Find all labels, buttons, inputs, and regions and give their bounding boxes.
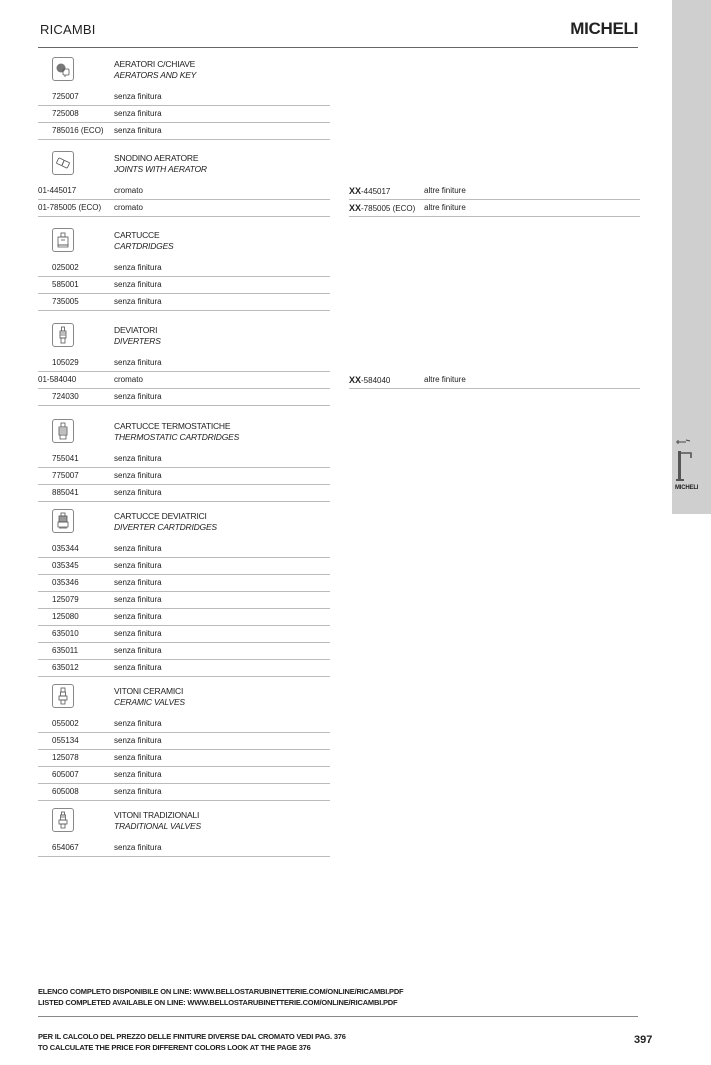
part-finish: senza finitura xyxy=(114,541,330,558)
thermostatic-cartridge-icon xyxy=(52,419,74,443)
part-code: 605008 xyxy=(52,787,79,796)
table-row xyxy=(38,784,638,801)
brand-logo: MICHELI xyxy=(570,19,638,38)
alt-part-code xyxy=(349,200,424,217)
part-finish: cromato xyxy=(114,200,330,217)
table-row xyxy=(38,451,638,468)
price-note-it: PER IL CALCOLO DEL PREZZO DELLE FINITURE DIVERSE DAL CROMATO VEDI PAG. 376 xyxy=(38,1032,346,1041)
table-row xyxy=(38,592,638,609)
table-row xyxy=(38,840,638,857)
section-title-en: DIVERTERS xyxy=(114,336,161,346)
section-title xyxy=(114,153,207,175)
parts-section xyxy=(38,57,638,140)
part-code: 885041 xyxy=(52,488,79,497)
part-finish: senza finitura xyxy=(114,277,330,294)
table-row xyxy=(38,609,638,626)
table-row xyxy=(38,294,638,311)
table-row xyxy=(38,733,638,750)
section-title xyxy=(114,686,185,708)
parts-section xyxy=(38,419,638,502)
part-code: 125078 xyxy=(52,753,79,762)
part-code: 025002 xyxy=(52,263,79,272)
part-code: 735005 xyxy=(52,297,79,306)
price-note xyxy=(38,1031,346,1053)
table-row xyxy=(38,558,638,575)
section-title-it: VITONI CERAMICI xyxy=(114,686,184,696)
part-finish: senza finitura xyxy=(114,767,330,784)
part-finish: senza finitura xyxy=(114,575,330,592)
part-code: 775007 xyxy=(52,471,79,480)
part-code: 605007 xyxy=(52,770,79,779)
part-code: 724030 xyxy=(52,392,79,401)
part-code: 125079 xyxy=(52,595,79,604)
page-title: RICAMBI xyxy=(40,22,96,37)
parts-section xyxy=(38,228,638,311)
section-title-it: DEVIATORI xyxy=(114,325,158,335)
section-header xyxy=(38,151,638,183)
online-note-it: ELENCO COMPLETO DISPONIBILE ON LINE: WWW.BELLOSTARUBINETTERIE.COM/ONLINE/RICAMBI.PDF xyxy=(38,987,404,996)
section-title xyxy=(114,810,201,832)
alt-part-finish: altre finiture xyxy=(424,183,640,200)
table-row xyxy=(38,767,638,784)
section-title-en: TRADITIONAL VALVES xyxy=(114,821,201,831)
part-code: 035346 xyxy=(52,578,79,587)
section-title-en: DIVERTER CARTDRIDGES xyxy=(114,522,217,532)
section-title-it: VITONI TRADIZIONALI xyxy=(114,810,200,820)
section-title-en: AERATORS AND KEY xyxy=(114,70,197,80)
part-code: 01-584040 xyxy=(38,375,77,384)
part-finish: senza finitura xyxy=(114,260,330,277)
section-title xyxy=(114,59,196,81)
alt-part-code xyxy=(349,372,424,389)
part-code: 01-785005 (ECO) xyxy=(38,203,102,212)
section-title-it: CARTUCCE TERMOSTATICHE xyxy=(114,421,231,431)
part-code: 035345 xyxy=(52,561,79,570)
alt-code-suffix: -584040 xyxy=(361,376,391,385)
section-title xyxy=(114,230,174,252)
part-code: 01-445017 xyxy=(38,186,77,195)
section-header xyxy=(38,57,638,89)
alt-part-finish: altre finiture xyxy=(424,372,640,389)
aerator-icon xyxy=(52,57,74,81)
section-title-it: AERATORI C/CHIAVE xyxy=(114,59,196,69)
part-finish: senza finitura xyxy=(114,716,330,733)
part-finish: senza finitura xyxy=(114,389,330,406)
part-finish: senza finitura xyxy=(114,784,330,801)
parts-section xyxy=(38,684,638,801)
section-title-it: CARTUCCE xyxy=(114,230,160,240)
parts-section xyxy=(38,323,638,406)
parts-section xyxy=(38,808,638,857)
section-title-en: JOINTS WITH AERATOR xyxy=(114,164,207,174)
part-finish: senza finitura xyxy=(114,609,330,626)
part-finish: senza finitura xyxy=(114,558,330,575)
part-code: 635012 xyxy=(52,663,79,672)
part-finish: senza finitura xyxy=(114,106,330,123)
section-header xyxy=(38,228,638,260)
joint-icon xyxy=(52,151,74,175)
section-title xyxy=(114,325,161,347)
part-code: 035344 xyxy=(52,544,79,553)
table-row xyxy=(38,541,638,558)
part-finish: senza finitura xyxy=(114,123,330,140)
part-finish: cromato xyxy=(114,372,330,389)
table-row xyxy=(38,485,638,502)
online-list-note xyxy=(38,986,403,1008)
table-row xyxy=(38,626,638,643)
part-code: 755041 xyxy=(52,454,79,463)
alt-part-code xyxy=(349,183,424,200)
table-row xyxy=(38,277,638,294)
section-header xyxy=(38,323,638,355)
table-row xyxy=(38,106,638,123)
part-code: 585001 xyxy=(52,280,79,289)
alt-code-suffix: -785005 (ECO) xyxy=(361,204,416,213)
section-title-en: THERMOSTATIC CARTDRIDGES xyxy=(114,432,240,442)
part-finish: senza finitura xyxy=(114,485,330,502)
part-finish: senza finitura xyxy=(114,750,330,767)
section-title xyxy=(114,511,217,533)
part-code: 055002 xyxy=(52,719,79,728)
section-title-it: CARTUCCE DEVIATRICI xyxy=(114,511,207,521)
part-finish: senza finitura xyxy=(114,468,330,485)
table-row xyxy=(38,355,638,372)
header-divider xyxy=(38,47,638,48)
part-code: 105029 xyxy=(52,358,79,367)
part-finish: senza finitura xyxy=(114,592,330,609)
price-note-en: TO CALCULATE THE PRICE FOR DIFFERENT COLORS LOOK AT THE PAGE 376 xyxy=(38,1043,311,1052)
part-finish: senza finitura xyxy=(114,733,330,750)
section-header xyxy=(38,808,638,840)
part-code: 725007 xyxy=(52,92,79,101)
table-row xyxy=(38,183,638,200)
part-code: 654067 xyxy=(52,843,79,852)
side-tab xyxy=(672,0,711,514)
part-finish: senza finitura xyxy=(114,89,330,106)
part-code: 785016 (ECO) xyxy=(52,126,104,135)
section-header xyxy=(38,419,638,451)
alt-part-finish: altre finiture xyxy=(424,200,640,217)
ceramic-valve-icon xyxy=(52,684,74,708)
section-title-en: CERAMIC VALVES xyxy=(114,697,185,707)
section-header xyxy=(38,509,638,541)
part-finish: senza finitura xyxy=(114,660,330,677)
section-header xyxy=(38,684,638,716)
table-row xyxy=(38,260,638,277)
part-finish: senza finitura xyxy=(114,294,330,311)
page-number: 397 xyxy=(634,1034,653,1046)
diverter-icon xyxy=(52,323,74,347)
section-title-it: SNODINO AERATORE xyxy=(114,153,199,163)
table-row xyxy=(38,750,638,767)
part-code: 635010 xyxy=(52,629,79,638)
alt-code-prefix: XX xyxy=(349,375,362,385)
parts-section xyxy=(38,509,638,677)
table-row xyxy=(38,389,638,406)
alt-code-prefix: XX xyxy=(349,203,362,213)
part-finish: senza finitura xyxy=(114,840,330,857)
table-row xyxy=(38,468,638,485)
cartridge-icon xyxy=(52,228,74,252)
part-code: 125080 xyxy=(52,612,79,621)
part-finish: senza finitura xyxy=(114,626,330,643)
table-row xyxy=(38,575,638,592)
section-title-en: CARTDRIDGES xyxy=(114,241,174,251)
table-row xyxy=(38,372,638,389)
table-row xyxy=(38,89,638,106)
part-code: 635011 xyxy=(52,646,79,655)
table-row xyxy=(38,660,638,677)
part-finish: senza finitura xyxy=(114,643,330,660)
part-finish: senza finitura xyxy=(114,451,330,468)
part-finish: cromato xyxy=(114,183,330,200)
side-tab-label: MICHELI xyxy=(675,485,699,491)
traditional-valve-icon xyxy=(52,808,74,832)
table-row xyxy=(38,123,638,140)
alt-code-prefix: XX xyxy=(349,186,362,196)
diverter-cartridge-icon xyxy=(52,509,74,533)
online-note-en: LISTED COMPLETED AVAILABLE ON LINE: WWW.BELLOSTARUBINETTERIE.COM/ONLINE/RICAMBI.PDF xyxy=(38,998,398,1007)
table-row xyxy=(38,716,638,733)
footer-divider xyxy=(38,1016,638,1017)
parts-section xyxy=(38,151,638,217)
alt-code-suffix: -445017 xyxy=(361,187,391,196)
part-code: 055134 xyxy=(52,736,79,745)
part-code: 725008 xyxy=(52,109,79,118)
section-title xyxy=(114,421,239,443)
table-row xyxy=(38,200,638,217)
part-finish: senza finitura xyxy=(114,355,330,372)
faucet-icon xyxy=(674,438,694,482)
table-row xyxy=(38,643,638,660)
